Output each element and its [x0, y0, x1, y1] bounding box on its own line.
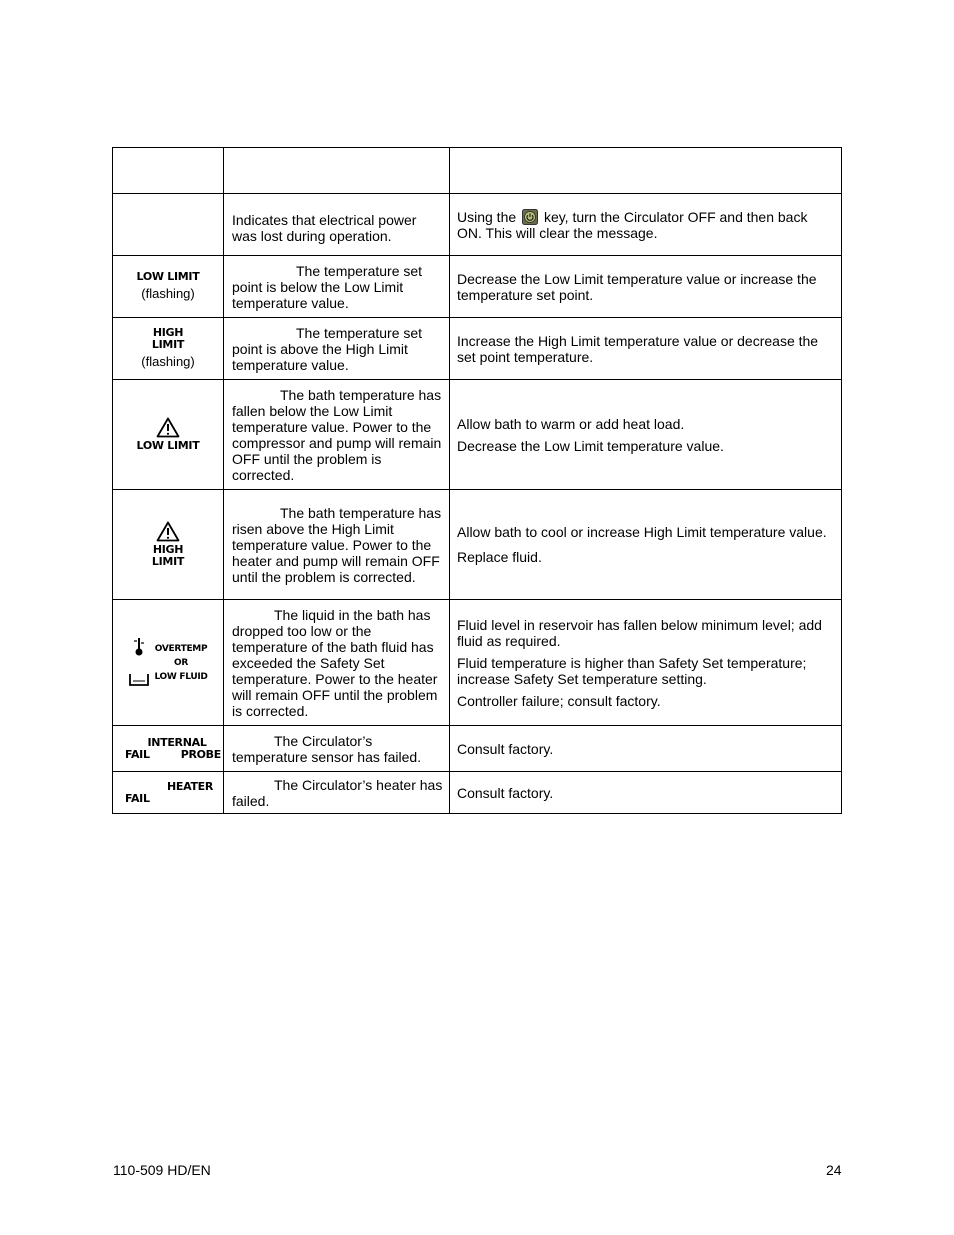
action-text: Decrease the Low Limit temperature value or increase the temperature set point.	[457, 270, 817, 303]
action-text: Replace fluid.	[457, 549, 542, 565]
action-text: Controller failure; consult factory.	[457, 692, 661, 709]
display-cell	[113, 318, 224, 380]
bath-tank-icon	[128, 673, 150, 687]
cause-text: The liquid in the bath has dropped too low or the temperature of the bath fluid has exceeded the Safety Set temperature. Power to the heater will remain OFF until the problem is corrected.	[232, 606, 438, 719]
action-text: Consult factory.	[457, 784, 554, 801]
table-header-row	[113, 148, 842, 194]
action-cell	[450, 772, 842, 814]
table-row	[113, 318, 842, 380]
lcd-fail: FAIL	[125, 747, 150, 761]
action-text: Fluid temperature is higher than Safety Set temperature; increase Safety Set temperature setting.	[457, 654, 807, 687]
cause-cell	[224, 380, 450, 490]
table-row	[113, 772, 842, 814]
footer-doc-id: 110-509 HD/EN	[113, 1162, 211, 1178]
cause-text: The Circulator’s heater has failed.	[232, 776, 443, 809]
cause-cell	[224, 318, 450, 380]
table-row	[113, 726, 842, 772]
footer-page-number: 24	[826, 1162, 842, 1178]
cause-text: The bath temperature has fallen below the Low Limit temperature value. Power to the compressor and pump will remain OFF until the problem is corrected.	[232, 386, 442, 483]
cause-text: The bath temperature has risen above the High Limit temperature value. Power to the heater and pump will remain OFF until the problem is corrected.	[232, 504, 442, 585]
table-row	[113, 194, 842, 256]
lcd-internal: INTERNAL	[147, 735, 207, 749]
warning-triangle-icon	[156, 417, 180, 438]
lcd-low-limit: LOW LIMIT	[136, 270, 200, 283]
lcd-probe: PROBE	[180, 747, 221, 761]
cause-text: The Circulator’s temperature sensor has failed.	[232, 732, 422, 765]
display-cell	[113, 256, 224, 318]
table-row	[113, 380, 842, 490]
action-text: Consult factory.	[457, 740, 554, 757]
table-row	[113, 600, 842, 726]
lcd-limit: LIMIT	[151, 555, 185, 568]
action-text: Allow bath to cool or increase High Limit temperature value.	[457, 524, 827, 540]
flashing-note: (flashing)	[141, 354, 195, 369]
header-cell-display	[113, 148, 224, 194]
action-text-after: key, turn the Circulator OFF and then back ON. This will clear the message.	[457, 208, 808, 241]
action-cell	[450, 490, 842, 600]
action-cell	[450, 256, 842, 318]
display-cell	[113, 772, 224, 814]
cause-cell	[224, 726, 450, 772]
action-cell	[450, 600, 842, 726]
cause-cell	[224, 772, 450, 814]
table-row	[113, 490, 842, 600]
action-text: Fluid level in reservoir has fallen below minimum level; add fluid as required.	[457, 616, 822, 649]
lcd-fail: FAIL	[125, 791, 150, 805]
cause-cell	[224, 256, 450, 318]
cause-text: Indicates that electrical power was lost during operation.	[232, 211, 417, 244]
thermometer-icon	[129, 636, 149, 658]
action-cell	[450, 726, 842, 772]
lcd-heater: HEATER	[167, 779, 214, 793]
power-key-icon	[522, 209, 538, 225]
display-cell	[113, 194, 224, 256]
cause-cell	[224, 490, 450, 600]
lcd-low-fluid: LOW FLUID	[154, 671, 208, 682]
action-cell	[450, 194, 842, 256]
action-cell	[450, 318, 842, 380]
cause-cell	[224, 194, 450, 256]
lcd-high: HIGH	[152, 543, 184, 556]
lcd-overtemp: OVERTEMP	[154, 643, 208, 654]
cause-cell	[224, 600, 450, 726]
cause-text: The temperature set point is above the High Limit temperature value.	[232, 324, 423, 373]
lcd-low-limit: LOW LIMIT	[136, 439, 200, 452]
troubleshooting-table	[112, 147, 842, 814]
flashing-note: (flashing)	[141, 286, 195, 301]
lcd-high: HIGH	[152, 326, 184, 339]
action-cell	[450, 380, 842, 490]
lcd-or: OR	[174, 657, 188, 668]
header-cell-action	[450, 148, 842, 194]
cause-text: The temperature set point is below the Low Limit temperature value.	[232, 262, 423, 311]
action-text: Increase the High Limit temperature value or decrease the set point temperature.	[457, 332, 819, 365]
header-cell-cause	[224, 148, 450, 194]
table-row	[113, 256, 842, 318]
action-text: Decrease the Low Limit temperature value.	[457, 437, 724, 454]
display-cell	[113, 490, 224, 600]
display-cell	[113, 600, 224, 726]
warning-triangle-icon	[156, 521, 180, 542]
action-text-before: Using the	[457, 208, 517, 225]
action-text: Allow bath to warm or add heat load.	[457, 415, 685, 432]
lcd-limit: LIMIT	[151, 338, 185, 351]
display-cell	[113, 380, 224, 490]
display-cell	[113, 726, 224, 772]
